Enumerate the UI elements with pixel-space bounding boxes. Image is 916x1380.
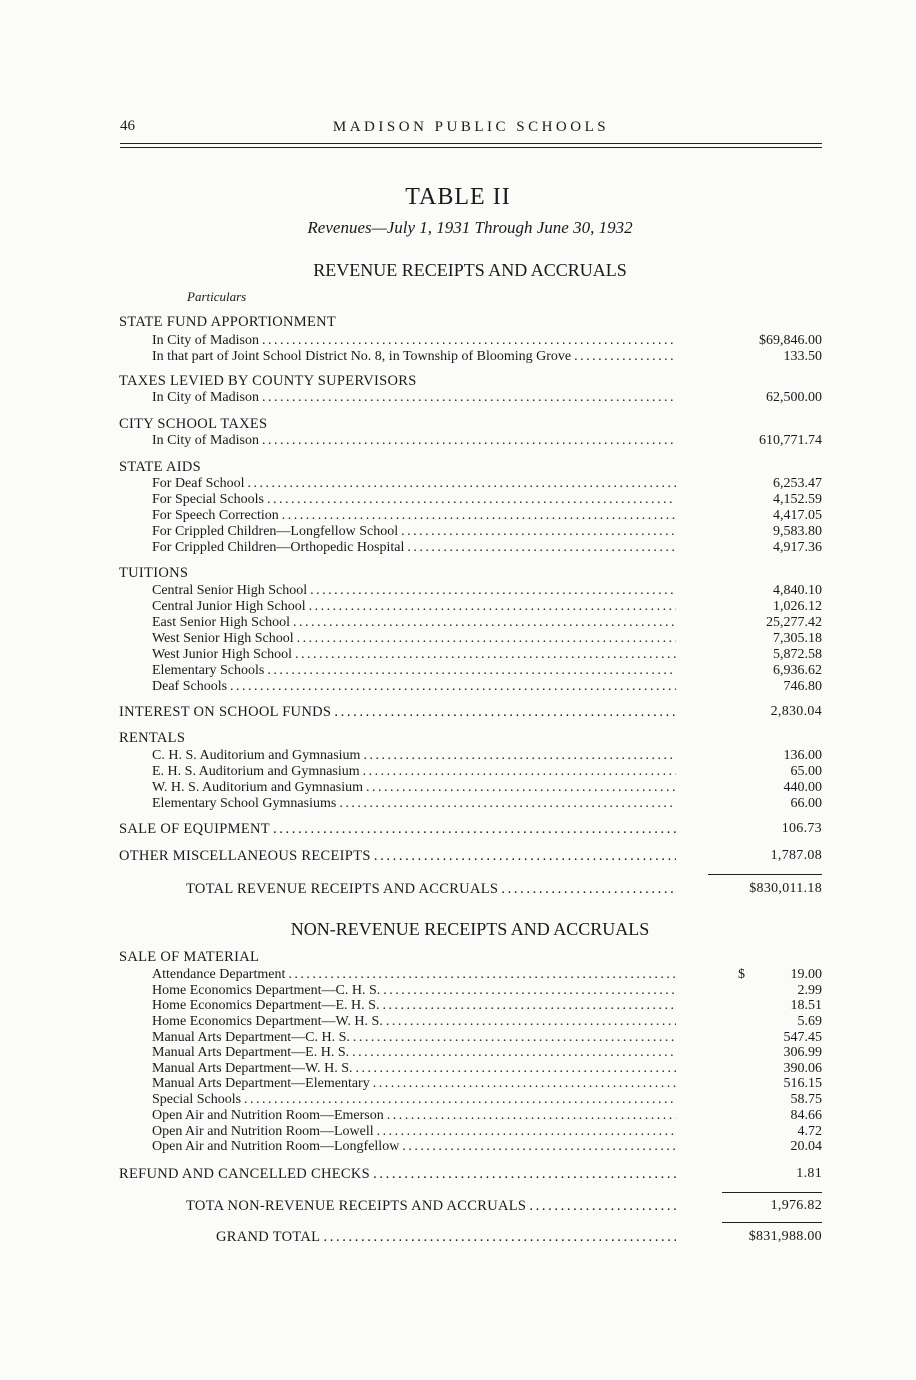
list-item: [0, 796, 822, 812]
label-text: Open Air and Nutrition Room—Lowell: [152, 1124, 374, 1139]
item-label: [152, 983, 676, 999]
grand-total-row: [0, 1229, 822, 1245]
amount: 106.73: [781, 821, 822, 836]
amount: 5.69: [797, 1014, 822, 1029]
amount: 9,583.80: [773, 524, 822, 539]
amount: 133.50: [783, 349, 822, 364]
table-title: TABLE II: [405, 184, 511, 210]
group-heading-row: [0, 848, 822, 864]
amount: 4,152.59: [773, 492, 822, 507]
amount: 25,277.42: [766, 615, 822, 630]
label-text: E. H. S. Auditorium and Gymnasium: [152, 764, 360, 779]
list-item: [0, 333, 822, 349]
label-text: Elementary Schools: [152, 663, 265, 678]
item-label: [152, 1061, 676, 1077]
group-heading: [119, 565, 676, 581]
item-label: [152, 508, 676, 524]
label-text: STATE AIDS: [119, 459, 201, 475]
label-text: Manual Arts Department—E. H. S.: [152, 1045, 350, 1060]
item-label: [152, 349, 676, 365]
item-label: [152, 1076, 676, 1092]
amount: 58.75: [790, 1092, 822, 1107]
label-text: Manual Arts Department—Elementary: [152, 1076, 370, 1091]
group-heading-row: [0, 314, 822, 330]
label-text: For Deaf School: [152, 476, 245, 491]
item-label: [152, 967, 676, 983]
label-text: STATE FUND APPORTIONMENT: [119, 314, 337, 330]
item-label: [152, 1045, 676, 1061]
item-label: [152, 433, 676, 449]
page-number: 46: [120, 118, 135, 134]
label-text: Home Economics Department—E. H. S.: [152, 998, 380, 1013]
list-item: [0, 1061, 822, 1077]
amount: 6,936.62: [773, 663, 822, 678]
label-text: TUITIONS: [119, 565, 189, 581]
label-text: INTEREST ON SCHOOL FUNDS: [119, 704, 332, 720]
amount: 65.00: [790, 764, 822, 779]
label-text: For Crippled Children—Longfellow School: [152, 524, 399, 539]
group-heading-row: [0, 565, 822, 581]
amount: 2,830.04: [770, 704, 822, 719]
list-item: [0, 1076, 822, 1092]
amount: 18.51: [790, 998, 822, 1013]
item-label: [152, 748, 676, 764]
amount: 390.06: [783, 1061, 822, 1076]
list-item: [0, 764, 822, 780]
list-item: [0, 1124, 822, 1140]
item-label: [152, 663, 676, 679]
item-label: [152, 1014, 676, 1030]
item-label: [152, 390, 676, 406]
revenue-total-row: [0, 881, 822, 897]
list-item: [0, 1108, 822, 1124]
list-item: [0, 349, 822, 365]
label-text: Manual Arts Department—C. H. S.: [152, 1030, 350, 1045]
label-text: In City of Madison: [152, 333, 259, 348]
amount: 4,417.05: [773, 508, 822, 523]
group-heading-row: [0, 949, 822, 965]
item-label: [152, 679, 676, 695]
amount: 7,305.18: [773, 631, 822, 646]
amount: 5,872.58: [773, 647, 822, 662]
list-item: [0, 1139, 822, 1155]
group-heading: [119, 314, 676, 330]
group-heading: [119, 373, 676, 389]
list-item: [0, 433, 822, 449]
amount: 4,840.10: [773, 583, 822, 598]
label-text: For Speech Correction: [152, 508, 279, 523]
item-label: [152, 1092, 676, 1108]
amount: 84.66: [790, 1108, 822, 1123]
group-heading: [119, 459, 676, 475]
list-item: [0, 540, 822, 556]
list-item: [0, 647, 822, 663]
item-label: [152, 1139, 676, 1155]
label-text: SALE OF MATERIAL: [119, 949, 260, 965]
revenue-section-title: REVENUE RECEIPTS AND ACCRUALS: [313, 260, 627, 280]
label-text: For Special Schools: [152, 492, 264, 507]
amount: 4,917.36: [773, 540, 822, 555]
currency-symbol: $: [738, 967, 745, 982]
amount: 610,771.74: [759, 433, 822, 448]
list-item: [0, 1030, 822, 1046]
amount: 547.45: [783, 1030, 822, 1045]
list-item: [0, 1014, 822, 1030]
list-item: [0, 524, 822, 540]
list-item: [0, 1092, 822, 1108]
label-text: RENTALS: [119, 730, 186, 746]
amount: 2.99: [797, 983, 822, 998]
group-heading-row: [0, 704, 822, 720]
list-item: [0, 508, 822, 524]
amount: 136.00: [783, 748, 822, 763]
item-label: [152, 540, 676, 556]
label-text: C. H. S. Auditorium and Gymnasium: [152, 748, 361, 763]
label-text: OTHER MISCELLANEOUS RECEIPTS: [119, 848, 371, 864]
group-heading: [119, 1166, 676, 1182]
nonrevenue-total-row: [0, 1198, 822, 1214]
item-label: [152, 492, 676, 508]
list-item: [0, 663, 822, 679]
label-text: REFUND AND CANCELLED CHECKS: [119, 1166, 370, 1182]
item-label: [152, 998, 676, 1014]
label-text: East Senior High School: [152, 615, 291, 630]
amount: 62,500.00: [766, 390, 822, 405]
amount: 746.80: [783, 679, 822, 694]
label-text: Elementary School Gymnasiums: [152, 796, 337, 811]
column-heading: Particulars: [187, 289, 247, 304]
list-item: [0, 615, 822, 631]
list-item: [0, 998, 822, 1014]
label-text: SALE OF EQUIPMENT: [119, 821, 270, 837]
amount: 440.00: [783, 780, 822, 795]
group-heading: [119, 821, 676, 837]
group-heading: [119, 704, 676, 720]
label-text: In that part of Joint School District No. 8, in Township of Blooming Grove: [152, 349, 572, 364]
running-title: MADISON PUBLIC SCHOOLS: [332, 119, 610, 135]
label-text: TOTA NON-REVENUE RECEIPTS AND ACCRUALS: [186, 1198, 527, 1214]
amount: $830,011.18: [749, 881, 822, 896]
label-text: Home Economics Department—W. H. S.: [152, 1014, 383, 1029]
list-item: [0, 679, 822, 695]
group-heading: [119, 730, 676, 746]
group-heading: [119, 848, 676, 864]
item-label: [152, 780, 676, 796]
group-heading-row: [0, 821, 822, 837]
item-label: [152, 647, 676, 663]
label-text: West Senior High School: [152, 631, 294, 646]
item-label: [152, 764, 676, 780]
label-text: TAXES LEVIED BY COUNTY SUPERVISORS: [119, 373, 417, 389]
list-item: [0, 476, 822, 492]
group-heading: [186, 1198, 676, 1214]
group-heading-row: [0, 459, 822, 475]
group-heading: [119, 949, 676, 965]
amount: $69,846.00: [759, 333, 822, 348]
label-text: West Junior High School: [152, 647, 293, 662]
group-heading-row: [0, 1166, 822, 1182]
label-text: In City of Madison: [152, 433, 259, 448]
group-heading-row: [0, 730, 822, 746]
item-label: [152, 599, 676, 615]
amount: 1,976.82: [770, 1198, 822, 1213]
item-label: [152, 524, 676, 540]
label-text: Home Economics Department—C. H. S.: [152, 983, 381, 998]
label-text: Central Junior High School: [152, 599, 306, 614]
list-item: [0, 631, 822, 647]
label-text: Attendance Department: [152, 967, 286, 982]
item-label: [152, 583, 676, 599]
label-text: Deaf Schools: [152, 679, 228, 694]
group-heading-row: [0, 373, 822, 389]
item-label: [152, 796, 676, 812]
item-label: [152, 615, 676, 631]
amount: $831,988.00: [748, 1229, 822, 1244]
amount: 516.15: [783, 1076, 822, 1091]
group-heading: [216, 1229, 676, 1245]
amount: 1,026.12: [773, 599, 822, 614]
nonrevenue-section-title: NON-REVENUE RECEIPTS AND ACCRUALS: [290, 919, 650, 939]
list-item: [0, 748, 822, 764]
amount: 306.99: [783, 1045, 822, 1060]
grand-total-rule: [722, 1222, 822, 1223]
amount: 1,787.08: [770, 848, 822, 863]
label-text: Open Air and Nutrition Room—Longfellow: [152, 1139, 400, 1154]
revenue-total-rule: [708, 874, 822, 875]
amount: 6,253.47: [773, 476, 822, 491]
label-text: GRAND TOTAL: [216, 1229, 321, 1245]
item-label: [152, 1108, 676, 1124]
list-item: [0, 583, 822, 599]
amount: 1.81: [796, 1166, 822, 1181]
group-heading: [119, 416, 676, 432]
list-item: [0, 492, 822, 508]
label-text: In City of Madison: [152, 390, 259, 405]
item-label: [152, 333, 676, 349]
label-text: For Crippled Children—Orthopedic Hospital: [152, 540, 405, 555]
list-item: [0, 599, 822, 615]
label-text: Manual Arts Department—W. H. S.: [152, 1061, 353, 1076]
item-label: [152, 1030, 676, 1046]
label-text: Central Senior High School: [152, 583, 308, 598]
group-heading: [186, 881, 676, 897]
label-text: CITY SCHOOL TAXES: [119, 416, 268, 432]
label-text: W. H. S. Auditorium and Gymnasium: [152, 780, 364, 795]
list-item: [0, 967, 822, 983]
list-item: [0, 983, 822, 999]
list-item: [0, 1045, 822, 1061]
list-item: [0, 390, 822, 406]
group-heading-row: [0, 416, 822, 432]
item-label: [152, 631, 676, 647]
amount: 66.00: [790, 796, 822, 811]
amount: 20.04: [790, 1139, 822, 1154]
amount: 4.72: [797, 1124, 822, 1139]
label-text: Open Air and Nutrition Room—Emerson: [152, 1108, 384, 1123]
table-subtitle: Revenues—July 1, 1931 Through June 30, 1932: [307, 218, 633, 237]
amount: 19.00: [790, 967, 822, 982]
item-label: [152, 476, 676, 492]
item-label: [152, 1124, 676, 1140]
nonrevenue-total-rule: [722, 1192, 822, 1193]
list-item: [0, 780, 822, 796]
label-text: TOTAL REVENUE RECEIPTS AND ACCRUALS: [186, 881, 499, 897]
label-text: Special Schools: [152, 1092, 242, 1107]
